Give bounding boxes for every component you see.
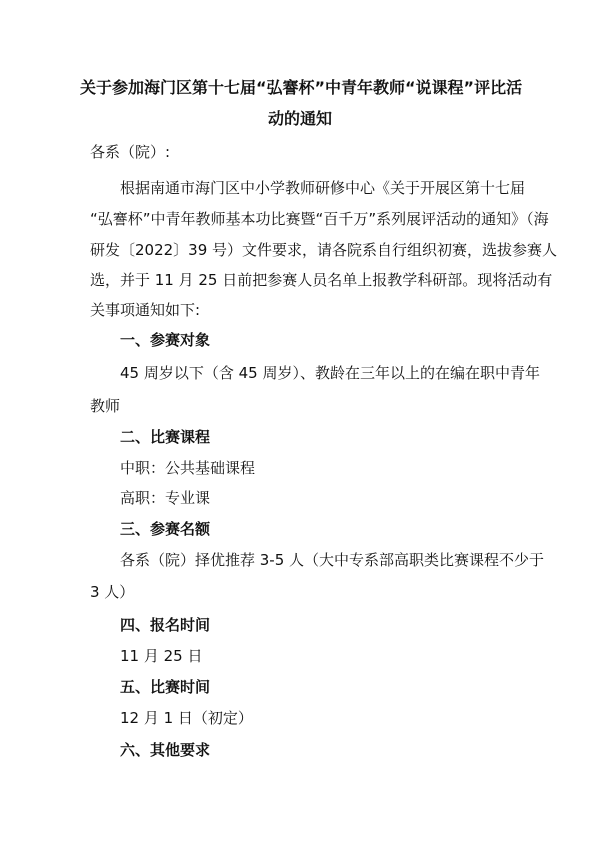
section-registration-line-1: 11 月 25 日 — [120, 647, 203, 665]
section-participants-line-1: 45 周岁以下（含 45 周岁）、教龄在三年以上的在编在职中青年 — [120, 364, 540, 382]
section-quota-line-2: 3 人） — [90, 583, 135, 601]
section-courses-line-1: 中职：公共基础课程 — [120, 459, 256, 477]
intro-line-1: 根据南通市海门区中小学教师研修中心《关于开展区第十七届 — [120, 179, 526, 197]
document-title-line-1: 关于参加海门区第十七届“弘謇杯”中青年教师“说课程”评比活 — [80, 78, 523, 97]
section-heading-quota: 三、参赛名额 — [120, 520, 211, 538]
section-heading-registration: 四、报名时间 — [120, 616, 211, 634]
section-competition-time-line-1: 12 月 1 日（初定） — [120, 709, 253, 727]
section-participants-line-2: 教师 — [90, 397, 121, 415]
section-courses-line-2: 高职：专业课 — [120, 489, 211, 507]
section-quota-line-1: 各系（院）择优推荐 3-5 人（大中专系部高职类比赛课程不少于 — [120, 551, 545, 569]
document-title-line-2: 动的通知 — [267, 109, 332, 128]
intro-line-4: 选，并于 11 月 25 日前把参赛人员名单上报教学科研部。现将活动有 — [90, 271, 553, 289]
intro-line-2: “弘謇杯”中青年教师基本功比赛暨“百千万”系列展评活动的通知》（海 — [90, 210, 549, 228]
section-heading-other-requirements: 六、其他要求 — [120, 741, 211, 759]
intro-line-3: 研发〔2022〕39 号）文件要求，请各院系自行组织初赛，选拔参赛人 — [90, 241, 558, 259]
intro-line-5: 关事项通知如下: — [90, 301, 201, 319]
section-heading-competition-time: 五、比赛时间 — [120, 678, 211, 696]
section-heading-participants: 一、参赛对象 — [120, 331, 211, 349]
section-heading-courses: 二、比赛课程 — [120, 428, 211, 446]
salutation: 各系（院）: — [90, 143, 171, 161]
